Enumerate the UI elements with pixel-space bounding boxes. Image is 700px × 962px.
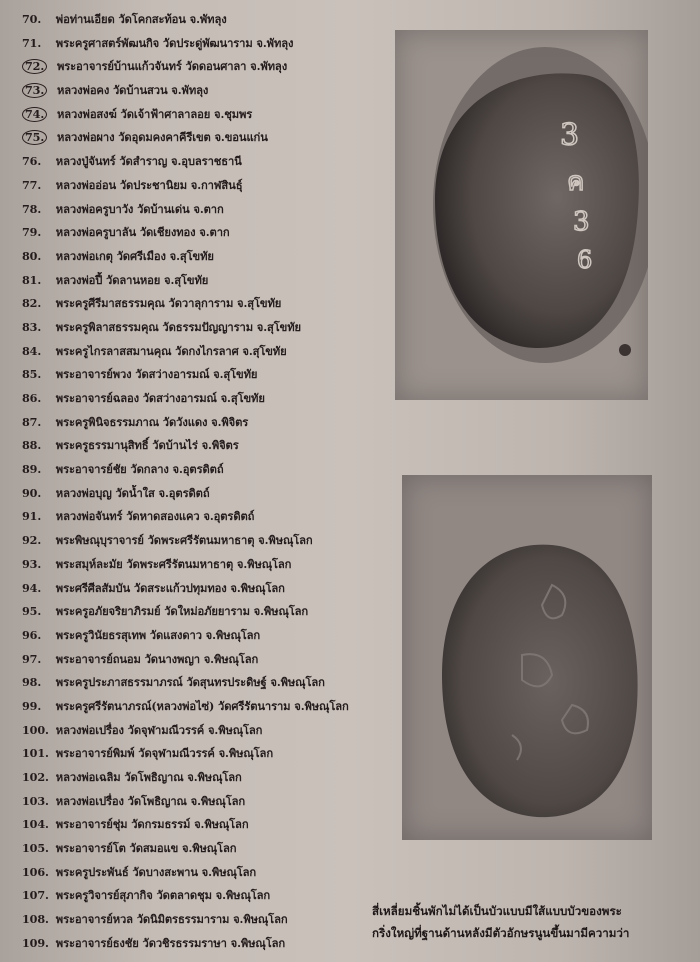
list-item-text: พระครูพิลาสธรรมคุณ วัดธรรมปัญญาราม จ.สุโขทัย <box>55 319 301 334</box>
list-item-number: 96. <box>22 627 42 642</box>
list-item-number: 74. <box>22 107 47 122</box>
list-item-text: พระอาจารย์ฉลอง วัดสว่างอารมณ์ จ.สุโขทัย <box>55 391 265 405</box>
list-item-number: 93. <box>22 556 42 571</box>
list-item <box>22 411 382 435</box>
list-item <box>22 340 382 364</box>
caption-line-1: สี่เหลี่ยมชิ้นพักไม่ได้เป็นบัวแบบมีใส้แบบบัวของพระ <box>372 904 622 918</box>
list-item <box>22 671 382 695</box>
list-item-text: พระครูประภาสธรรมาภรณ์ วัดสุนทรประดิษฐ์ จ.พิษณุโลก <box>55 675 325 690</box>
list-item-number: 80. <box>22 248 42 263</box>
list-item-number: 87. <box>22 414 42 429</box>
list-item-text: พระครูศรีรัตนาภรณ์(หลวงพ่อไซ่) วัดศรีรัตนาราม จ.พิษณุโลก <box>55 698 349 713</box>
list-item-number: 95. <box>22 604 42 619</box>
list-item-number: 102. <box>22 770 49 784</box>
list-item <box>22 316 382 340</box>
list-item <box>22 387 382 411</box>
list-item <box>22 126 382 150</box>
list-item-text: พระอาจารย์พิมพ์ วัดจุฬามณีวรรค์ จ.พิษณุโลก <box>55 746 273 761</box>
amulet-photo-front <box>395 30 648 400</box>
list-item-number: 109. <box>22 935 49 950</box>
list-item <box>22 719 382 743</box>
amulet-inscription-4: 6 <box>577 246 593 274</box>
amulet-inscription-1: 3 <box>560 118 580 153</box>
list-item-text: หลวงพ่อผาง วัดอุดมคงคาคีรีเขต จ.ขอนแก่น <box>56 130 268 145</box>
list-item-text: พระอาจารย์ถนอม วัดนางพญา จ.พิษณุโลก <box>55 651 259 666</box>
list-item-text: พระอาจารย์พวง วัดสว่างอารมณ์ จ.สุโขทัย <box>55 367 258 382</box>
list-item-number: 70. <box>22 12 42 26</box>
list-item-text: พ่อท่านเอียด วัดโคกสะท้อน จ.พัทลุง <box>55 12 227 26</box>
list-item-number: 104. <box>22 817 49 832</box>
list-item <box>22 766 382 790</box>
list-item <box>22 32 382 56</box>
list-item <box>22 292 382 316</box>
list-item <box>22 458 382 482</box>
list-item-text: พระครูศีรีมาสธรรมคุณ วัดวาลุการาม จ.สุโขทัย <box>55 296 282 311</box>
list-item <box>22 695 382 719</box>
list-item-text: พระสมุห์ละมัย วัดพระศรีรัตนมหาธาตุ จ.พิษณุโลก <box>55 556 292 571</box>
list-item <box>22 790 382 814</box>
caption-text <box>372 900 697 944</box>
list-item-number: 88. <box>22 438 42 453</box>
list-item-number: 73. <box>22 83 47 98</box>
list-item <box>22 174 382 198</box>
list-item-text: พระอาจารย์โต วัดสมอแข จ.พิษณุโลก <box>55 841 237 856</box>
list-item-text: หลวงพ่อเกตุ วัดศรีเมือง จ.สุโขทัย <box>55 248 214 263</box>
list-item-number: 89. <box>22 462 42 477</box>
list-item <box>22 8 382 32</box>
list-item-text: พระพิษณุบุราจารย์ วัดพระศรีรัตนมหาธาตุ จ.พิษณุโลก <box>55 533 313 548</box>
list-item <box>22 269 382 293</box>
list-item <box>22 482 382 506</box>
list-item <box>22 103 382 127</box>
list-item-text: พระอาจารย์ชัย วัดกลาง จ.อุตรดิตถ์ <box>55 462 224 477</box>
list-item <box>22 648 382 672</box>
list-item-number: 83. <box>22 319 42 334</box>
list-item <box>22 198 382 222</box>
list-item-text: หลวงพ่อสงฆ์ วัดเจ้าฟ้าศาลาลอย จ.ชุมพร <box>56 106 253 121</box>
list-item-number: 75. <box>22 130 47 145</box>
list-item-number: 100. <box>22 722 49 737</box>
list-item <box>22 908 382 932</box>
list-item <box>22 742 382 766</box>
list-item-text: พระครูอภัยจริยาภิรมย์ วัดใหม่อภัยยาราม จ.พิษณุโลก <box>55 604 309 619</box>
list-item <box>22 505 382 529</box>
list-item-text: หลวงพ่อเปรื่อง วัดจุฬามณีวรรค์ จ.พิษณุโลก <box>55 722 263 737</box>
list-item-text: พระอาจารย์ชุ่ม วัดกรมธรรม์ จ.พิษณุโลก <box>55 817 249 832</box>
list-item-number: 101. <box>22 746 49 761</box>
amulet-front-shape <box>435 73 639 348</box>
list-item-text: หลวงพ่อครูบาวัง วัดบ้านเด่น จ.ตาก <box>55 201 224 216</box>
list-item-text: พระครูพินิจธรรมภาณ วัดวังแดง จ.พิจิตร <box>55 414 249 429</box>
list-item-text: พระศรีศีลสัมบัน วัดสระแก้วปทุมทอง จ.พิษณุโลก <box>55 580 285 595</box>
amulet-inscription-3: 3 <box>573 207 590 237</box>
list-item-text: พระครูไกรลาสสมานคุณ วัดกงไกรลาศ จ.สุโขทัย <box>55 343 287 358</box>
list-item-number: 103. <box>22 793 49 808</box>
list-item-number: 82. <box>22 296 42 311</box>
list-item <box>22 221 382 245</box>
list-item <box>22 861 382 885</box>
list-item <box>22 624 382 648</box>
caption-line-2: กริ่งใหญ่ที่ฐานด้านหลังมีตัวอักษรนูนขึ้นมามีความว่า <box>372 926 630 940</box>
amulet-front-drawing <box>395 30 648 400</box>
ink-spot <box>619 344 631 356</box>
amulet-back-shape <box>442 545 638 818</box>
list-item-number: 77. <box>22 177 42 192</box>
list-item-text: หลวงพ่อบุญ วัดน้ำใส จ.อุตรดิตถ์ <box>55 485 210 500</box>
list-item-number: 94. <box>22 580 42 595</box>
list-item-number: 107. <box>22 888 49 903</box>
list-item-text: หลวงพ่อครูบาลัน วัดเชียงทอง จ.ตาก <box>55 225 230 240</box>
list-item-text: พระอาจารย์ธงชัย วัดวชิรธรรมราษา จ.พิษณุโลก <box>55 935 286 950</box>
list-item-text: พระครูวินัยธรสุเทพ วัดแสงดาว จ.พิษณุโลก <box>55 627 261 642</box>
list-item-number: 105. <box>22 841 49 856</box>
list-item-text: พระครูธรรมานุสิทธิ์ วัดบ้านไร่ จ.พิจิตร <box>55 438 239 453</box>
list-item-number: 97. <box>22 651 42 666</box>
list-item-number: 99. <box>22 698 42 713</box>
list-item-text: หลวงพ่อคง วัดบ้านสวน จ.พัทลุง <box>56 83 209 98</box>
list-item <box>22 55 382 79</box>
list-item-number: 108. <box>22 912 49 927</box>
list-item-number: 106. <box>22 864 49 879</box>
list-item-number: 84. <box>22 343 42 358</box>
list-item-number: 90. <box>22 485 42 500</box>
list-item <box>22 884 382 908</box>
list-item-text: หลวงพ่อจันทร์ วัดหาดสองแคว จ.อุตรดิตถ์ <box>55 509 255 524</box>
list-item <box>22 600 382 624</box>
list-item-number: 72. <box>22 59 47 74</box>
list-item-text: พระครูประพันธ์ วัดบางสะพาน จ.พิษณุโลก <box>55 864 257 879</box>
list-item-number: 79. <box>22 225 42 240</box>
list-item <box>22 813 382 837</box>
list-item-number: 91. <box>22 509 42 524</box>
list-item-text: หลวงพ่ออ่อน วัดประชานิยม จ.กาฬสินธุ์ <box>55 177 243 192</box>
list-item-number: 81. <box>22 272 42 287</box>
amulet-back-drawing <box>402 475 652 840</box>
amulet-inscription-2: ค <box>567 167 585 197</box>
list-item <box>22 553 382 577</box>
list-item <box>22 245 382 269</box>
list-item <box>22 932 382 956</box>
list-item-number: 98. <box>22 675 42 690</box>
list-item-text: พระครูวิจารย์สุภากิจ วัดตลาดชุม จ.พิษณุโลก <box>55 888 271 903</box>
amulet-photo-back <box>402 475 652 840</box>
list-item-text: หลวงปู่จันทร์ วัดสำราญ จ.อุบลราชธานี <box>55 154 242 169</box>
list-item <box>22 79 382 103</box>
list-item-number: 86. <box>22 391 42 405</box>
list-item <box>22 529 382 553</box>
list-item-number: 71. <box>22 35 42 50</box>
list-item-text: หลวงพ่อเฉลิม วัดโพธิญาณ จ.พิษณุโลก <box>55 770 242 784</box>
temple-list <box>22 8 382 956</box>
list-item <box>22 837 382 861</box>
list-item-number: 78. <box>22 201 42 216</box>
list-item <box>22 150 382 174</box>
list-item <box>22 434 382 458</box>
list-item-text: พระอาจารย์หวล วัดนิมิตรธรรมาราม จ.พิษณุโลก <box>55 912 288 927</box>
list-item-text: พระครูศาสตร์พัฒนกิจ วัดประดู่พัฒนาราม จ.พัทลุง <box>55 35 294 50</box>
list-item-number: 92. <box>22 533 42 548</box>
list-item-number: 76. <box>22 154 42 169</box>
list-item-text: หลวงพ่อปี้ วัดลานหอย จ.สุโขทัย <box>55 272 209 287</box>
list-item-text: พระอาจารย์บ้านแก้วจันทร์ วัดดอนศาลา จ.พัทลุง <box>56 59 288 74</box>
list-item <box>22 577 382 601</box>
list-item-text: หลวงพ่อเปรื่อง วัดโพธิญาณ จ.พิษณุโลก <box>55 793 246 808</box>
list-item <box>22 363 382 387</box>
list-item-number: 85. <box>22 367 42 382</box>
